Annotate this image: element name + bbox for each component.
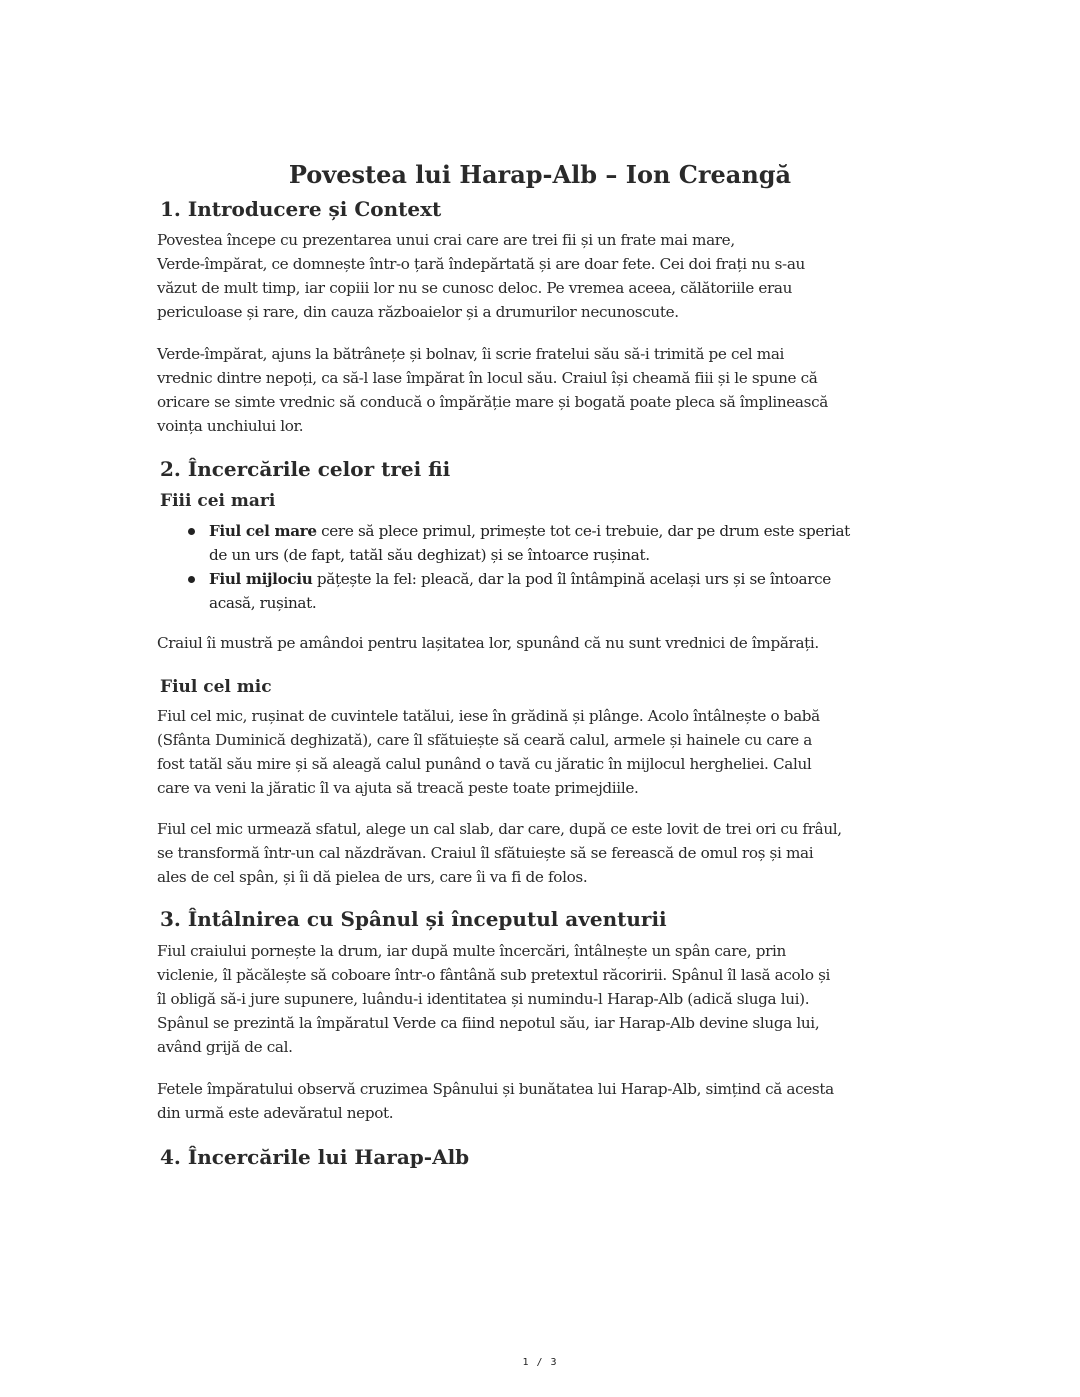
bullet-icon (188, 576, 195, 583)
list-item (188, 567, 850, 615)
text-line: oricare se simte vrednic să conducă o împărăție mare și bogată poate pleca să împlinească (157, 393, 828, 411)
text-line: Fetele împăratului observă cruzimea Spânului și bunătatea lui Harap-Alb, simțind că acesta (157, 1080, 834, 1098)
paragraph (157, 1077, 834, 1125)
text-line: Fiul cel mic urmează sfatul, alege un cal slab, dar care, după ce este lovit de trei ori cu frâul, (157, 820, 842, 838)
paragraph (157, 342, 828, 438)
bullet-list (188, 519, 850, 615)
section-heading-2: 2. Încercările celor trei fii (160, 457, 451, 481)
subheading-fiul-cel-mic: Fiul cel mic (160, 677, 272, 697)
text-line: Verde-împărat, ce domnește într-o țară îndepărtată și are doar fete. Cei doi frați nu s-au (157, 255, 805, 273)
list-text: de un urs (de fapt, tatăl său deghizat) și se întoarce rușinat. (209, 546, 650, 564)
text-line: Fiul cel mic, rușinat de cuvintele tatălui, iese în grădină și plânge. Acolo întâlnește o babă (157, 707, 820, 725)
paragraph (157, 939, 830, 1059)
text-line: ales de cel spân, și îi dă pielea de urs, care îi va fi de folos. (157, 868, 588, 886)
bold-term: Fiul cel mare (209, 522, 317, 540)
text-line: (Sfânta Duminică deghizată), care îl sfătuiește să ceară calul, armele și hainele cu care a (157, 731, 812, 749)
paragraph (157, 704, 820, 800)
text-line: se transformă într-un cal năzdrăvan. Craiul îl sfătuiește să se ferească de omul roș și mai (157, 844, 814, 862)
text-line: din urmă este adevăratul nepot. (157, 1104, 394, 1122)
list-item (188, 519, 850, 567)
text-line: Verde-împărat, ajuns la bătrânețe și bolnav, îi scrie fratelui său să-i trimită pe cel mai (157, 345, 785, 363)
text-line: fost tatăl său mire și să aleagă calul punând o tavă cu jăratic în mijlocul hergheliei. Calul (157, 755, 812, 773)
section-heading-1: 1. Introducere și Context (160, 197, 442, 221)
text-line: Povestea începe cu prezentarea unui crai care are trei fii și un frate mai mare, (157, 231, 735, 249)
text-line: Fiul craiului pornește la drum, iar după multe încercări, întâlnește un spân care, prin (157, 942, 786, 960)
paragraph (157, 228, 805, 324)
bullet-icon (188, 528, 195, 535)
text-line: îl obligă să-i jure supunere, luându-i identitatea și numindu-l Harap-Alb (adică sluga lui). (157, 990, 810, 1008)
paragraph (157, 631, 819, 655)
text-line: care va veni la jăratic îl va ajuta să treacă peste toate primejdiile. (157, 779, 639, 797)
page-number: 1 / 3 (522, 1357, 558, 1368)
text-line: viclenie, îl păcălește să coboare într-o fântână sub pretextul răcoririi. Spânul îl lasă acolo și (157, 966, 831, 984)
section-heading-3: 3. Întâlnirea cu Spânul și începutul aventurii (160, 907, 667, 931)
text-line: voința unchiului lor. (157, 417, 304, 435)
text-line: vrednic dintre nepoți, ca să-l lase împărat în locul său. Craiul își cheamă fiii și le spune că (157, 369, 818, 387)
text-line: văzut de mult timp, iar copiii lor nu se cunosc deloc. Pe vremea aceea, călătoriile erau (157, 279, 793, 297)
bold-term: Fiul mijlociu (209, 570, 313, 588)
text-line: Craiul îi mustră pe amândoi pentru lașitatea lor, spunând că nu sunt vrednici de împărați. (157, 634, 819, 652)
subheading-fiii-cei-mari: Fiii cei mari (160, 491, 276, 511)
list-text: pățește la fel: pleacă, dar la pod îl întâmpină același urs și se întoarce (312, 570, 831, 588)
paragraph (157, 817, 842, 889)
list-text: cere să plece primul, primește tot ce-i trebuie, dar pe drum este speriat (316, 522, 850, 540)
list-text: acasă, rușinat. (209, 594, 317, 612)
text-line: având grijă de cal. (157, 1038, 293, 1056)
text-line: periculoase și rare, din cauza războaielor și a drumurilor necunoscute. (157, 303, 679, 321)
document-title: Povestea lui Harap-Alb – Ion Creangă (288, 160, 792, 189)
text-line: Spânul se prezintă la împăratul Verde ca fiind nepotul său, iar Harap-Alb devine sluga lui, (157, 1014, 820, 1032)
section-heading-4: 4. Încercările lui Harap-Alb (160, 1145, 470, 1169)
